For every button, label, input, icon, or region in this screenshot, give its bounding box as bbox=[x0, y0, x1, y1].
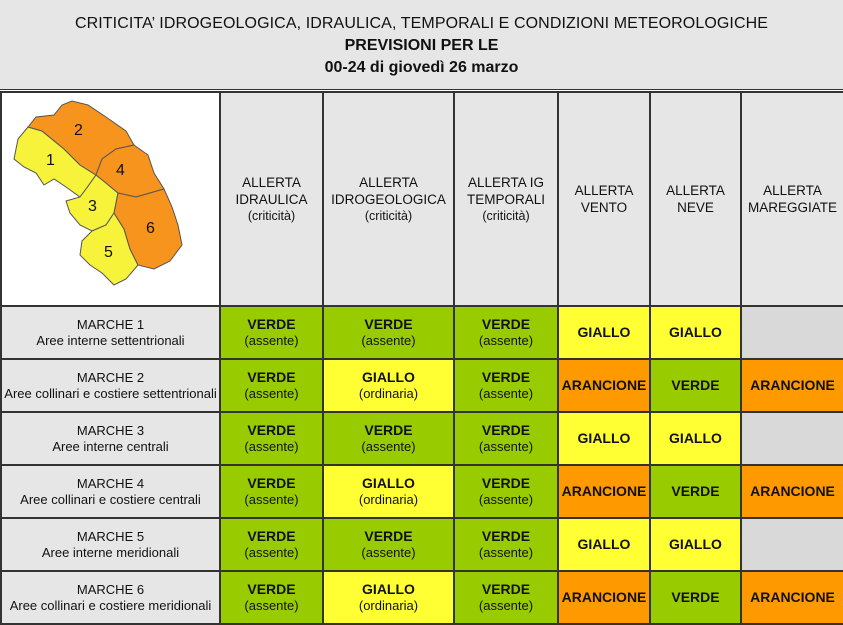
alert-level: VERDE bbox=[247, 369, 296, 385]
zone-description: Aree collinari e costiere meridionali bbox=[9, 597, 212, 613]
alert-cell bbox=[741, 359, 843, 412]
alert-cell bbox=[454, 518, 558, 571]
map-label-4: 4 bbox=[115, 161, 125, 179]
alert-criticality: (assente) bbox=[478, 545, 534, 560]
alert-level: ARANCIONE bbox=[750, 483, 835, 499]
alert-cell bbox=[741, 518, 843, 571]
table-body bbox=[1, 306, 843, 624]
alert-cell bbox=[323, 571, 454, 624]
marche-map bbox=[6, 97, 216, 297]
alert-criticality: (assente) bbox=[244, 386, 299, 401]
alert-cell bbox=[454, 306, 558, 359]
alert-level: VERDE bbox=[364, 422, 413, 438]
alert-criticality: (assente) bbox=[361, 545, 416, 560]
alert-cell bbox=[558, 306, 650, 359]
forecast-date: 00-24 di giovedì 26 marzo bbox=[324, 59, 519, 76]
alert-cell bbox=[650, 359, 741, 412]
alert-criticality: (ordinaria) bbox=[358, 598, 419, 613]
alert-level: VERDE bbox=[481, 475, 531, 491]
zone-cell bbox=[1, 518, 220, 571]
bulletin-header bbox=[0, 0, 843, 90]
alert-level: ARANCIONE bbox=[750, 377, 835, 393]
zone-map bbox=[1, 92, 220, 306]
alert-criticality: (assente) bbox=[244, 598, 299, 613]
alert-cell bbox=[741, 571, 843, 624]
map-label-3: 3 bbox=[87, 197, 97, 215]
alert-level: VERDE bbox=[481, 581, 531, 597]
alert-level: GIALLO bbox=[577, 430, 631, 446]
alert-cell bbox=[454, 359, 558, 412]
alert-level: VERDE bbox=[481, 422, 531, 438]
alert-criticality: (assente) bbox=[478, 439, 534, 454]
alert-criticality: (ordinaria) bbox=[358, 386, 419, 401]
zone-description: Aree interne settentrionali bbox=[36, 332, 185, 348]
alert-cell bbox=[558, 465, 650, 518]
zone-name: MARCHE 5 bbox=[76, 528, 145, 544]
alert-cell bbox=[650, 412, 741, 465]
alert-level: VERDE bbox=[364, 528, 413, 544]
alert-level: GIALLO bbox=[669, 430, 722, 446]
zone-cell bbox=[1, 359, 220, 412]
alert-cell bbox=[558, 571, 650, 624]
map-label-1: 1 bbox=[45, 151, 55, 169]
zone-cell bbox=[1, 571, 220, 624]
forecast-label: PREVISIONI PER LE bbox=[344, 37, 499, 54]
alert-level: ARANCIONE bbox=[750, 589, 835, 605]
alert-cell bbox=[454, 571, 558, 624]
alert-criticality: (assente) bbox=[478, 598, 534, 613]
alert-cell bbox=[558, 412, 650, 465]
alert-cell bbox=[650, 465, 741, 518]
alert-level: VERDE bbox=[247, 316, 296, 332]
alert-cell bbox=[323, 359, 454, 412]
alert-criticality: (assente) bbox=[244, 492, 299, 507]
alert-cell bbox=[220, 412, 323, 465]
alert-criticality: (assente) bbox=[244, 545, 299, 560]
zone-description: Aree interne meridionali bbox=[41, 544, 180, 560]
alert-level: VERDE bbox=[247, 581, 296, 597]
alert-cell bbox=[454, 412, 558, 465]
alert-criticality: (assente) bbox=[478, 333, 534, 348]
alert-level: GIALLO bbox=[577, 324, 631, 340]
zone-name: MARCHE 3 bbox=[76, 422, 145, 438]
alert-criticality: (ordinaria) bbox=[358, 492, 419, 507]
alert-level: VERDE bbox=[671, 589, 720, 605]
alert-cell bbox=[323, 412, 454, 465]
map-label-6: 6 bbox=[145, 219, 155, 237]
alert-level: VERDE bbox=[364, 316, 413, 332]
alert-cell bbox=[650, 571, 741, 624]
alert-level: GIALLO bbox=[577, 536, 631, 552]
bulletin-title: CRITICITA’ IDROGEOLOGICA, IDRAULICA, TEMPORALI E CONDIZIONI METEOROLOGICHE bbox=[74, 15, 769, 32]
alert-cell bbox=[454, 465, 558, 518]
alert-criticality: (assente) bbox=[478, 492, 534, 507]
col-head-idraulica: ALLERTA IDRAULICA (criticità) bbox=[220, 92, 323, 306]
zone-name: MARCHE 6 bbox=[76, 581, 145, 597]
alert-cell bbox=[741, 412, 843, 465]
map-label-5: 5 bbox=[103, 243, 113, 261]
col-head-neve: ALLERTA NEVE bbox=[650, 92, 741, 306]
alert-cell bbox=[220, 571, 323, 624]
table-row bbox=[1, 306, 843, 359]
alert-level: VERDE bbox=[247, 528, 296, 544]
alert-cell bbox=[741, 306, 843, 359]
alert-level: VERDE bbox=[671, 377, 720, 393]
table-row bbox=[1, 359, 843, 412]
alert-table bbox=[0, 91, 843, 625]
alert-cell bbox=[220, 306, 323, 359]
col-head-temporali: ALLERTA IG TEMPORALI (criticità) bbox=[454, 92, 558, 306]
zone-description: Aree collinari e costiere centrali bbox=[20, 491, 201, 507]
zone-cell bbox=[1, 465, 220, 518]
alert-level: GIALLO bbox=[669, 324, 722, 340]
col-head-vento: ALLERTA VENTO bbox=[558, 92, 650, 306]
alert-level: VERDE bbox=[247, 422, 296, 438]
alert-level: GIALLO bbox=[362, 581, 415, 597]
alert-cell bbox=[220, 465, 323, 518]
alert-level: VERDE bbox=[671, 483, 720, 499]
alert-level: GIALLO bbox=[362, 369, 415, 385]
alert-level: VERDE bbox=[481, 528, 531, 544]
alert-level: GIALLO bbox=[362, 475, 415, 491]
zone-description: Aree collinari e costiere settentrionali bbox=[4, 385, 217, 401]
table-row bbox=[1, 412, 843, 465]
alert-cell bbox=[323, 518, 454, 571]
alert-criticality: (assente) bbox=[244, 333, 299, 348]
table-row bbox=[1, 571, 843, 624]
zone-name: MARCHE 4 bbox=[76, 475, 145, 491]
alert-level: VERDE bbox=[247, 475, 296, 491]
alert-level: VERDE bbox=[481, 369, 531, 385]
zone-cell bbox=[1, 306, 220, 359]
alert-cell bbox=[220, 359, 323, 412]
alert-level: ARANCIONE bbox=[561, 589, 647, 605]
zone-name: MARCHE 2 bbox=[76, 369, 145, 385]
col-head-mareggiate: ALLERTA MAREGGIATE bbox=[741, 92, 843, 306]
table-row bbox=[1, 518, 843, 571]
alert-cell bbox=[558, 359, 650, 412]
alert-cell bbox=[650, 518, 741, 571]
alert-criticality: (assente) bbox=[478, 386, 534, 401]
alert-level: ARANCIONE bbox=[561, 377, 647, 393]
table-header-row bbox=[1, 92, 843, 306]
alert-level: GIALLO bbox=[669, 536, 722, 552]
alert-cell bbox=[558, 518, 650, 571]
alert-cell bbox=[323, 465, 454, 518]
zone-cell bbox=[1, 412, 220, 465]
col-head-idrogeologica: ALLERTA IDROGEOLOGICA (criticità) bbox=[323, 92, 454, 306]
alert-level: VERDE bbox=[481, 316, 531, 332]
alert-level: ARANCIONE bbox=[561, 483, 647, 499]
zone-name: MARCHE 1 bbox=[76, 316, 145, 332]
zone-description: Aree interne centrali bbox=[52, 438, 169, 454]
alert-criticality: (assente) bbox=[361, 439, 416, 454]
alert-cell bbox=[650, 306, 741, 359]
alert-criticality: (assente) bbox=[244, 439, 299, 454]
alert-cell bbox=[220, 518, 323, 571]
alert-cell bbox=[323, 306, 454, 359]
map-label-2: 2 bbox=[73, 121, 83, 139]
alert-cell bbox=[741, 465, 843, 518]
alert-criticality: (assente) bbox=[361, 333, 416, 348]
table-row bbox=[1, 465, 843, 518]
